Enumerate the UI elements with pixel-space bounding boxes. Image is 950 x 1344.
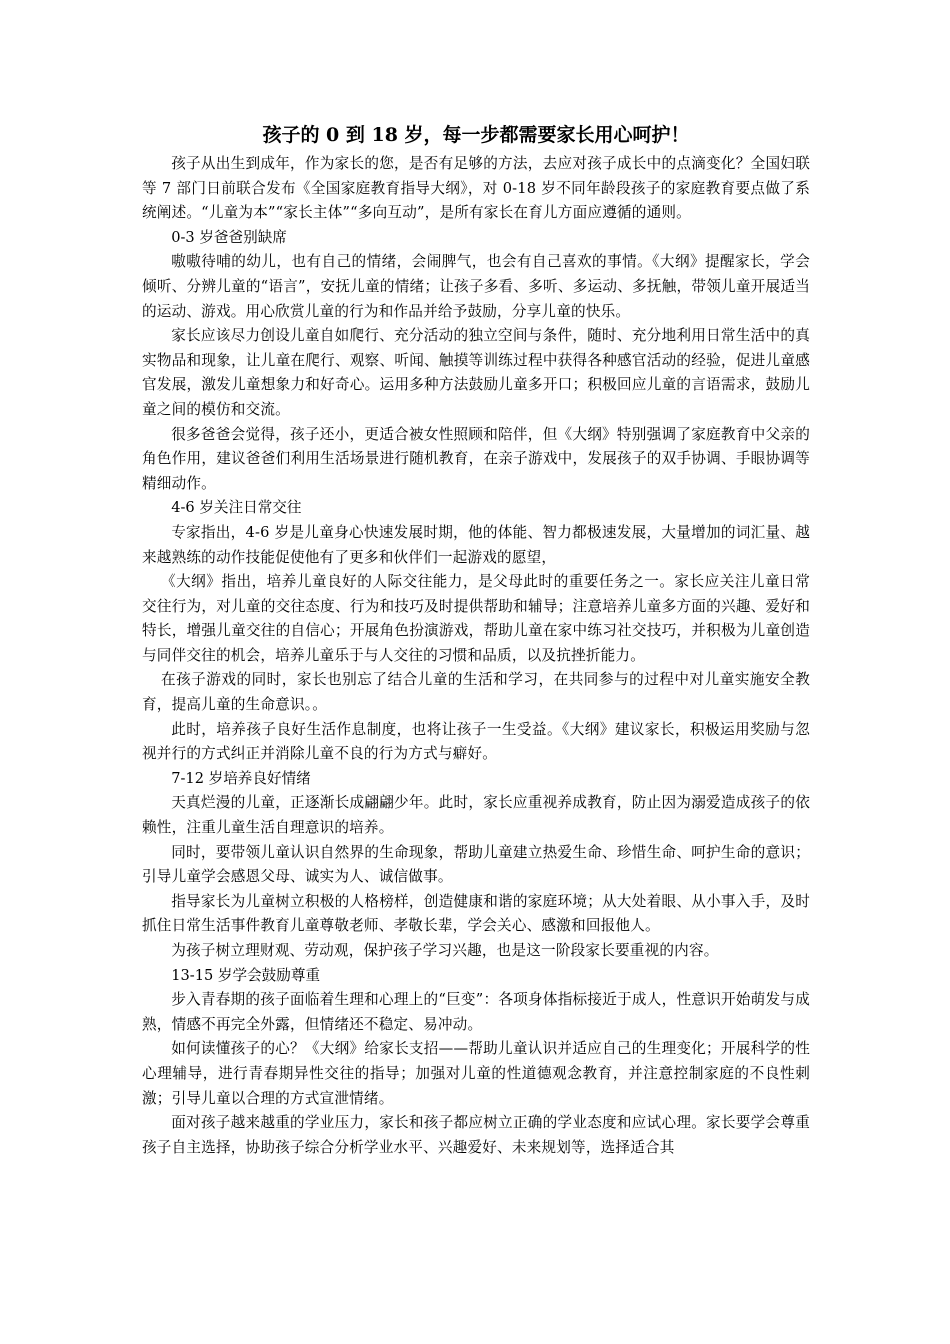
- section-heading-13-15: 13-15 岁学会鼓励尊重: [171, 966, 321, 984]
- intro-paragraph: 孩子从出生到成年，作为家长的您，是否有足够的方法，去应对孩子成长中的点滴变化？全国妇联等 7 部门日前联合发布《全国家庭教育指导大纲》，对 0-18 岁不同年龄段孩子的家庭教育要点做了系统阐述。“儿童为本”“家长主体”“多向互动”，是所有家长在育儿方面应遵循的通则。: [142, 155, 810, 222]
- paragraph: 为孩子树立理财观、劳动观，保护孩子学习兴趣，也是这一阶段家长要重视的内容。: [171, 942, 719, 959]
- paragraph: 很多爸爸会觉得，孩子还小，更适合被女性照顾和陪伴，但《大纲》特别强调了家庭教育中父亲的角色作用，建议爸爸们利用生活场景进行随机教育，在亲子游戏中，发展孩子的双手协调、手眼协调等精细动作。: [142, 425, 810, 492]
- document-page: [142, 118, 810, 1160]
- paragraph: 步入青春期的孩子面临着生理和心理上的“巨变”：各项身体指标接近于成人，性意识开始萌发与成熟，情感不再完全外露，但情绪还不稳定、易冲动。: [142, 991, 810, 1033]
- paragraph: 《大纲》指出，培养儿童良好的人际交往能力，是父母此时的重要任务之一。家长应关注儿童日常交往行为，对儿童的交往态度、行为和技巧及时提供帮助和辅导；注意培养儿童多方面的兴趣、爱好和特长，增强儿童交往的自信心；开展角色扮演游戏，帮助儿童在家中练习社交技巧，并积极为儿童创造与同伴交往的机会，培养儿童乐于与人交往的习惯和品质，以及抗挫折能力。: [142, 573, 810, 664]
- section-heading-4-6: 4-6 岁关注日常交往: [171, 499, 302, 517]
- section-heading-7-12: 7-12 岁培养良好情绪: [171, 769, 311, 787]
- document-title: 孩子的 0 到 18 岁，每一步都需要家长用心呵护！: [262, 124, 690, 146]
- paragraph: 此时，培养孩子良好生活作息制度，也将让孩子一生受益。《大纲》建议家长，积极运用奖励与忽视并行的方式纠正并消除儿童不良的行为方式与癖好。: [142, 720, 810, 763]
- paragraph: 指导家长为儿童树立积极的人格榜样，创造健康和谐的家庭环境；从大处着眼、从小事入手，及时抓住日常生活事件教育儿童尊敬老师、孝敬长辈，学会关心、感激和回报他人。: [142, 892, 810, 935]
- paragraph: 同时，要带领儿童认识自然界的生命现象，帮助儿童建立热爱生命、珍惜生命、呵护生命的意识；引导儿童学会感恩父母、诚实为人、诚信做事。: [142, 843, 810, 886]
- paragraph: 专家指出，4-6 岁是儿童身心快速发展时期，他的体能、智力都极速发展，大量增加的词汇量、越来越熟练的动作技能促使他有了更多和伙伴们一起游戏的愿望，: [142, 523, 810, 566]
- paragraph: 天真烂漫的儿童，正逐渐长成翩翩少年。此时，家长应重视养成教育，防止因为溺爱造成孩子的依赖性，注重儿童生活自理意识的培养。: [142, 794, 810, 837]
- paragraph: 如何读懂孩子的心？《大纲》给家长支招——帮助儿童认识并适应自己的生理变化；开展科学的性心理辅导，进行青春期异性交往的指导；加强对儿童的性道德观念教育，并注意控制家庭的不良性刺激；引导儿童以合理的方式宣泄情绪。: [142, 1040, 810, 1107]
- paragraph: 嗷嗷待哺的幼儿，也有自己的情绪，会闹脾气，也会有自己喜欢的事情。《大纲》提醒家长，学会倾听、分辨儿童的“语言”，安抚儿童的情绪；让孩子多看、多听、多运动、多抚触，带领儿童开展适当的运动、游戏。用心欣赏儿童的行为和作品并给予鼓励，分享儿童的快乐。: [142, 253, 810, 320]
- paragraph: 面对孩子越来越重的学业压力，家长和孩子都应树立正确的学业态度和应试心理。家长要学会尊重孩子自主选择，协助孩子综合分析学业水平、兴趣爱好、未来规划等，选择适合其: [142, 1114, 810, 1156]
- section-heading-0-3: 0-3 岁爸爸别缺席: [171, 228, 287, 246]
- paragraph: 在孩子游戏的同时，家长也别忘了结合儿童的生活和学习，在共同参与的过程中对儿童实施安全教育，提高儿童的生命意识。。: [142, 671, 810, 714]
- paragraph: 家长应该尽力创设儿童自如爬行、充分活动的独立空间与条件，随时、充分地利用日常生活中的真实物品和现象，让儿童在爬行、观察、听闻、触摸等训练过程中获得各种感官活动的经验，促进儿童感官发展，激发儿童想象力和好奇心。运用多种方法鼓励儿童多开口；积极回应儿童的言语需求，鼓励儿童之间的模仿和交流。: [142, 327, 810, 418]
